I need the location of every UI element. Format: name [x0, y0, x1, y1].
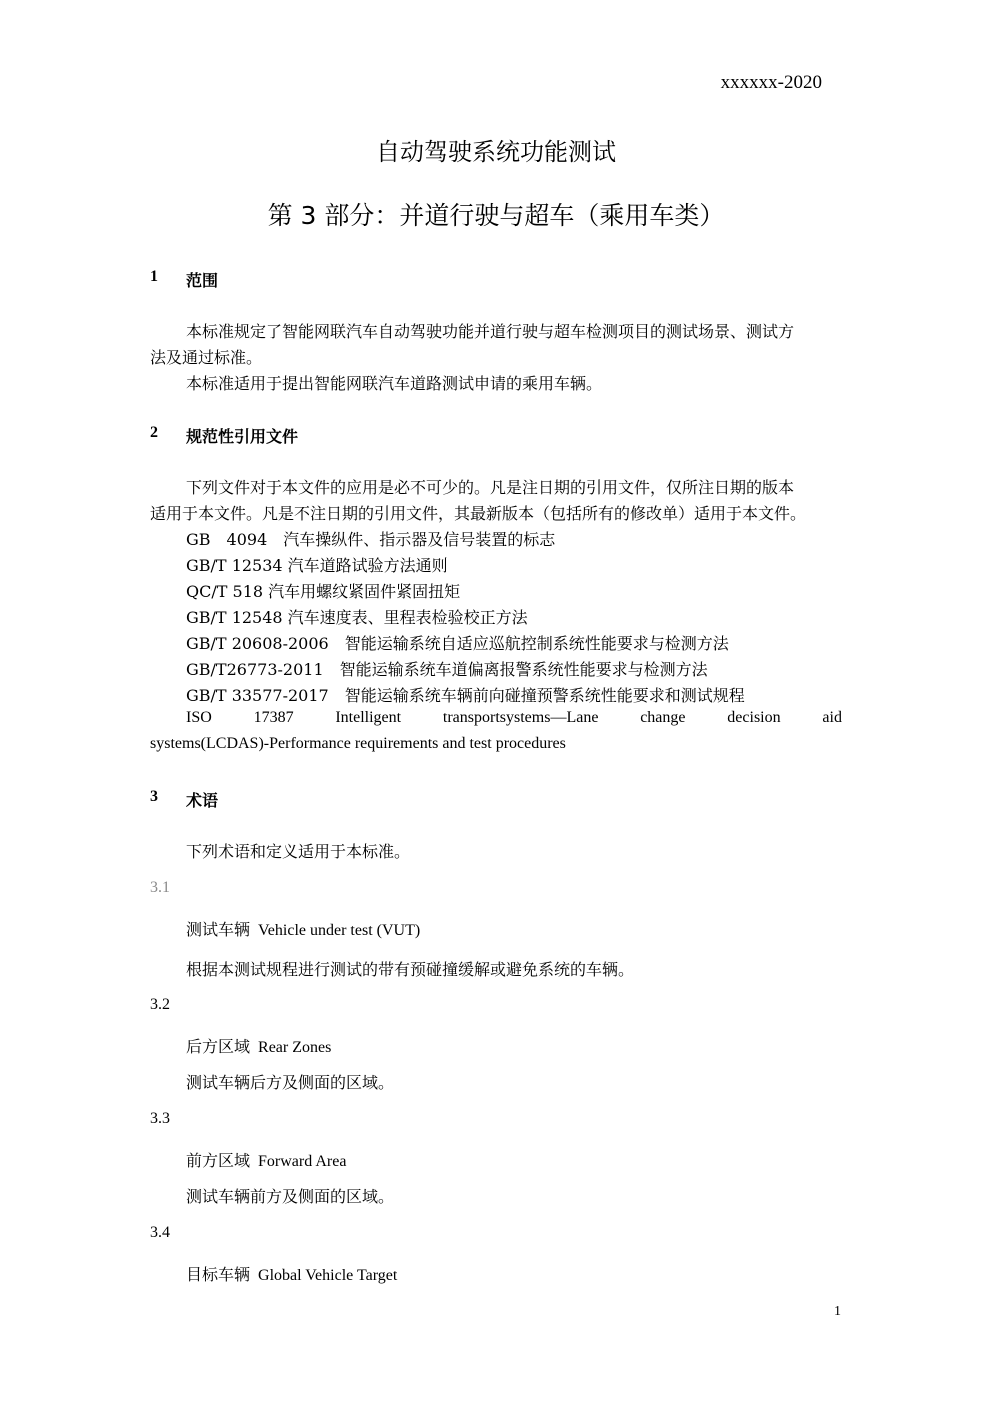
reference-item: GB/T 20608-2006 智能运输系统自适应巡航控制系统性能要求与检测方法	[186, 634, 729, 653]
term-chinese: 前方区域	[186, 1151, 251, 1170]
reference-item: GB/T 12548 汽车速度表、里程表检验校正方法	[186, 608, 528, 627]
term-number: 3.4	[150, 1224, 170, 1241]
term-heading	[186, 1034, 331, 1057]
paragraph-line: 适用于本文件。凡是不注日期的引用文件，其最新版本（包括所有的修改单）适用于本文件。	[150, 504, 807, 523]
section-number: 1	[150, 268, 158, 285]
term-english: Global Vehicle Target	[258, 1267, 398, 1284]
iso-word: aid	[822, 709, 842, 726]
paragraph-line: 下列文件对于本文件的应用是必不可少的。凡是注日期的引用文件，仅所注日期的版本	[186, 478, 795, 497]
section-number: 3	[150, 788, 158, 805]
iso-word: ISO	[186, 709, 212, 726]
term-definition: 测试车辆前方及侧面的区域。	[186, 1187, 395, 1206]
term-number: 3.2	[150, 996, 170, 1013]
iso-word: Intelligent	[335, 709, 402, 726]
reference-item-iso	[186, 709, 842, 727]
reference-item: GB/T 33577-2017 智能运输系统车辆前向碰撞预警系统性能要求和测试规程	[186, 686, 745, 705]
term-definition: 测试车辆后方及侧面的区域。	[186, 1073, 395, 1092]
term-heading	[186, 1148, 346, 1171]
iso-word: transportsystems—Lane	[442, 709, 599, 726]
document-subtitle: 第 3 部分：并道行驶与超车（乘用车类）	[267, 201, 725, 230]
iso-word: 17387	[253, 709, 294, 726]
term-number: 3.3	[150, 1110, 170, 1127]
iso-word: decision	[727, 709, 781, 726]
reference-item-continuation: systems(LCDAS)-Performance requirements and test procedures	[150, 735, 566, 752]
iso-word: change	[640, 709, 686, 726]
term-english: Rear Zones	[258, 1039, 332, 1056]
page-number: 1	[834, 1304, 841, 1319]
paragraph-line: 法及通过标准。	[150, 348, 263, 367]
term-chinese: 测试车辆	[186, 920, 251, 939]
section-title: 规范性引用文件	[186, 427, 299, 446]
term-english: Forward Area	[258, 1153, 347, 1170]
reference-item: GB 4094 汽车操纵件、指示器及信号装置的标志	[186, 530, 556, 549]
section-number: 2	[150, 424, 158, 441]
term-chinese: 目标车辆	[186, 1265, 251, 1284]
term-english: Vehicle under test (VUT)	[258, 922, 421, 939]
term-number: 3.1	[150, 879, 170, 896]
paragraph: 下列术语和定义适用于本标准。	[186, 842, 411, 861]
document-number: xxxxxx-2020	[720, 72, 822, 93]
reference-item: QC/T 518 汽车用螺纹紧固件紧固扭矩	[186, 582, 461, 601]
paragraph-line: 本标准规定了智能网联汽车自动驾驶功能并道行驶与超车检测项目的测试场景、测试方	[186, 322, 795, 341]
term-definition: 根据本测试规程进行测试的带有预碰撞缓解或避免系统的车辆。	[186, 960, 635, 979]
reference-item: GB/T26773-2011 智能运输系统车道偏离报警系统性能要求与检测方法	[186, 660, 708, 679]
document-title: 自动驾驶系统功能测试	[376, 138, 616, 166]
section-title: 术语	[186, 791, 219, 810]
term-chinese: 后方区域	[186, 1037, 251, 1056]
paragraph: 本标准适用于提出智能网联汽车道路测试申请的乘用车辆。	[186, 374, 603, 393]
section-title: 范围	[186, 271, 219, 290]
term-heading	[186, 917, 420, 940]
reference-item: GB/T 12534 汽车道路试验方法通则	[186, 556, 448, 575]
term-heading	[186, 1262, 397, 1285]
